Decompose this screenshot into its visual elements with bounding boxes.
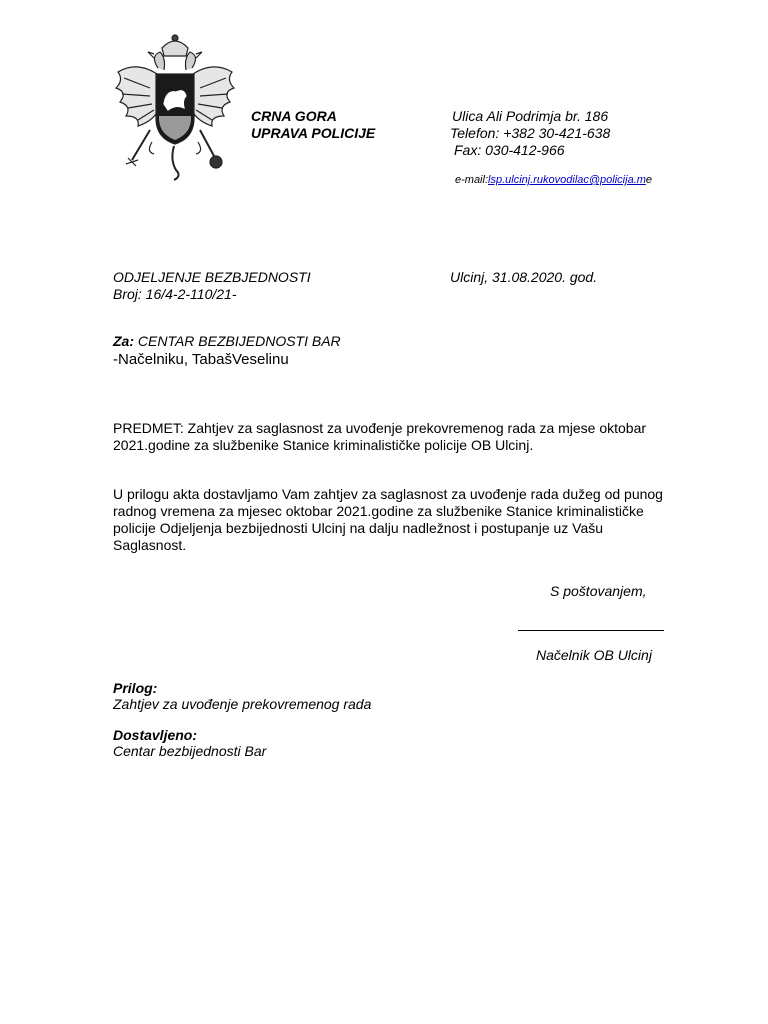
attachment-text: Zahtjev za uvođenje prekovremenog rada [113,696,372,712]
subject-paragraph: PREDMET: Zahtjev za saglasnost za uvođenje prekovremenog rada za mjese oktobar 2021.godine za službenike Stanice kriminalističke policije OB Ulcinj. [113,420,647,453]
delivered-text: Centar bezbijednosti Bar [113,743,267,759]
delivered-label: Dostavljeno: [113,727,198,743]
attachment-label: Prilog: [113,680,158,696]
header-address: Ulica Ali Podrimja br. 186 [452,108,609,124]
header-country: CRNA GORA [251,108,337,124]
recipient-label: Za: [113,333,134,349]
body-paragraph: U prilogu akta dostavljamo Vam zahtjev za saglasnost za uvođenje rada dužeg od punog radnog vremena za mjesec oktobar 2021.godine za službenike Stanice kriminalističke policije Odjeljenja bezbijednosti Ulcinj na dalju nadležnost i postupanje uz Vašu Saglasnost. [113,486,663,553]
recipient-name: CENTAR BEZBIJEDNOSTI BAR [137,333,341,349]
header-agency: UPRAVA POLICIJE [251,125,376,141]
email-suffix: e [645,174,653,186]
place-date: Ulcinj, 31.08.2020. god. [450,269,598,285]
department-name: ODJELJENJE BEZBJEDNOSTI [113,269,311,285]
email-prefix: e-mail: [455,174,489,186]
document-number: Broj: 16/4-2-110/21- [113,286,237,302]
header-email [455,174,652,186]
header-phone: Telefon: +382 30-421-638 [450,125,611,141]
recipient-line [113,333,341,349]
signature-greeting: S poštovanjem, [550,583,647,599]
email-link[interactable]: lsp.ulcinj.rukovodilac@policija.m [488,174,646,186]
signature-line [518,630,664,631]
signature-title: Načelnik OB Ulcinj [536,647,652,663]
header-fax: Fax: 030-412-966 [454,142,565,158]
recipient-person: -Načelniku, TabašVeselinu [113,351,289,368]
coat-of-arms-image [110,30,240,185]
